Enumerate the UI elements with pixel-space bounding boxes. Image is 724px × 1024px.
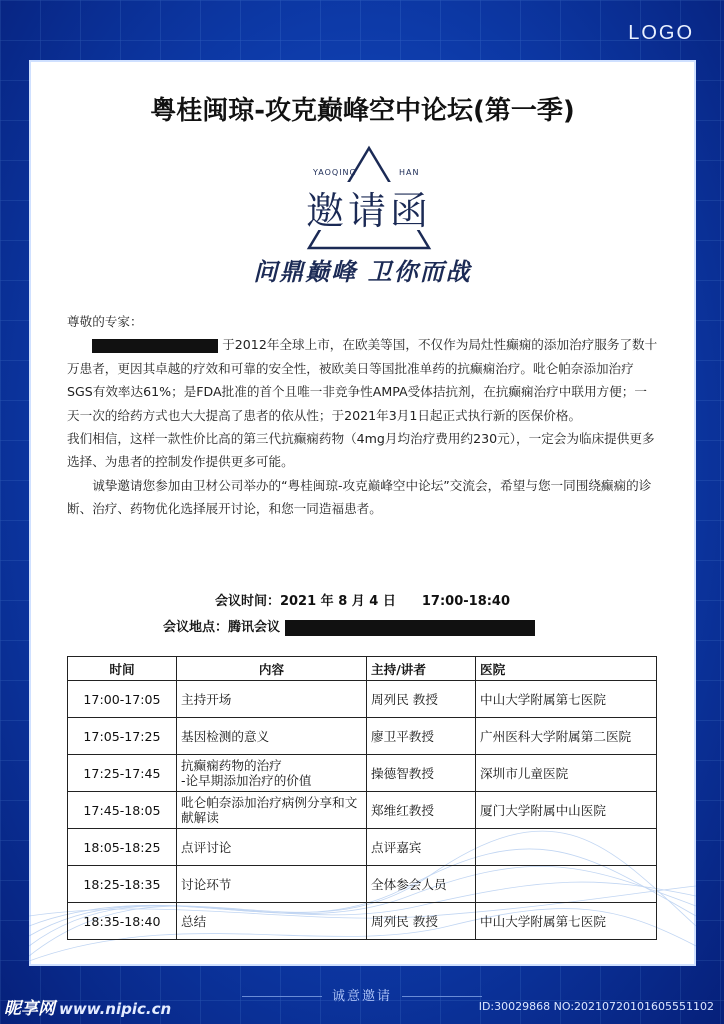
table-row bbox=[68, 792, 657, 829]
meeting-time-value: 2021 年 8 月 4 日 17:00-18:40 bbox=[279, 594, 511, 609]
cell-time: 17:45-18:05 bbox=[68, 792, 177, 829]
letter-paragraph-2: 我们相信，这样一款性价比高的第三代抗癫痫药物（4mg月均治疗费用约230元），一定会为临床提供更多选择、为患者的控制发作提供更多可能。 bbox=[67, 431, 655, 470]
header-hospital: 医院 bbox=[476, 657, 657, 681]
redacted-meeting-id bbox=[285, 620, 535, 636]
table-row bbox=[68, 829, 657, 866]
letter-paragraph-3: 诚挚邀请您参加由卫材公司举办的“粤桂闽琼-攻克巅峰空中论坛”交流会，希望与您一同围绕癫痫的诊断、治疗、药物优化选择展开讨论，和您一同造福患者。 bbox=[67, 477, 652, 517]
meeting-time-label: 会议时间： bbox=[214, 594, 280, 609]
table-row bbox=[68, 755, 657, 792]
cell-hospital: 厦门大学附属中山医院 bbox=[476, 792, 657, 829]
schedule-table bbox=[67, 656, 657, 940]
cell-host: 操德智教授 bbox=[367, 755, 476, 792]
cell-host: 周列民 教授 bbox=[367, 681, 476, 718]
cell-time: 17:25-17:45 bbox=[68, 755, 177, 792]
invitation-card bbox=[29, 60, 696, 966]
meeting-place-value: 腾讯会议 bbox=[228, 620, 281, 635]
watermark bbox=[4, 994, 171, 1019]
cell-time: 18:05-18:25 bbox=[68, 829, 177, 866]
table-row bbox=[68, 903, 657, 940]
cell-hospital: 广州医科大学附属第二医院 bbox=[476, 718, 657, 755]
cell-content: 总结 bbox=[177, 903, 367, 940]
cell-content: 吡仑帕奈添加治疗病例分享和文献解读 bbox=[177, 792, 367, 829]
letter-paragraph-1-text: 于2012年全球上市，在欧美等国，不仅作为局灶性癫痫的添加治疗服务了数十万患者，更因其卓越的疗效和可靠的安全性，被欧美日等国批准单药的抗癫痫治疗。吡仑帕奈添加治疗SGS有效率达61%；是FDA批准的首个且唯一非竞争性AMPA受体拮抗剂，在抗癫痫治疗中联用方便；一天一次的给药方式也大大提高了患者的依从性；于2021年3月1日起正式执行新的医保价格。 bbox=[67, 337, 658, 423]
cell-content: 基因检测的意义 bbox=[177, 718, 367, 755]
slogan: 问鼎巅峰 卫你而战 bbox=[253, 258, 472, 286]
table-row bbox=[68, 866, 657, 903]
table-header-row bbox=[68, 657, 657, 681]
meeting-time bbox=[29, 590, 696, 609]
header-content: 内容 bbox=[177, 657, 367, 681]
watermark-site-name: 昵享网 bbox=[4, 999, 55, 1019]
cell-time: 18:25-18:35 bbox=[68, 866, 177, 903]
cell-hospital bbox=[476, 829, 657, 866]
image-id-text: ID:30029868 NO:20210720101605551102 bbox=[478, 1000, 714, 1013]
emblem-right-text: HAN bbox=[399, 168, 420, 177]
cell-host: 点评嘉宾 bbox=[367, 829, 476, 866]
cell-content: 讨论环节 bbox=[177, 866, 367, 903]
header-host: 主持/讲者 bbox=[367, 657, 476, 681]
sincere-invitation-text: 诚意邀请 bbox=[331, 989, 392, 1004]
cell-time: 17:05-17:25 bbox=[68, 718, 177, 755]
cell-hospital bbox=[476, 866, 657, 903]
logo-text: LOGO bbox=[628, 22, 694, 44]
header-time: 时间 bbox=[68, 657, 177, 681]
cell-hospital: 中山大学附属第七医院 bbox=[476, 681, 657, 718]
table-row bbox=[68, 718, 657, 755]
redacted-product-name bbox=[92, 339, 218, 353]
cell-content: 主持开场 bbox=[177, 681, 367, 718]
meeting-place bbox=[163, 616, 683, 636]
cell-host: 周列民 教授 bbox=[367, 903, 476, 940]
emblem-left-text: YAOQING bbox=[313, 168, 357, 177]
cell-time: 18:35-18:40 bbox=[68, 903, 177, 940]
cell-host: 郑维红教授 bbox=[367, 792, 476, 829]
salutation: 尊敬的专家： bbox=[67, 314, 143, 329]
invitation-emblem bbox=[269, 140, 469, 255]
cell-content: 抗癫痫药物的治疗 -论早期添加治疗的价值 bbox=[177, 755, 367, 792]
cell-content: 点评讨论 bbox=[177, 829, 367, 866]
cell-time: 17:00-17:05 bbox=[68, 681, 177, 718]
page-title: 粤桂闽琼-攻克巅峰空中论坛(第一季) bbox=[150, 96, 575, 126]
meeting-place-label: 会议地点： bbox=[163, 620, 229, 635]
cell-hospital: 深圳市儿童医院 bbox=[476, 755, 657, 792]
cell-host: 廖卫平教授 bbox=[367, 718, 476, 755]
letter-paragraph-1 bbox=[67, 333, 659, 427]
table-row bbox=[68, 681, 657, 718]
watermark-url: www.nipic.cn bbox=[59, 1000, 172, 1018]
cell-hospital: 中山大学附属第七医院 bbox=[476, 903, 657, 940]
cell-host: 全体参会人员 bbox=[367, 866, 476, 903]
letter-body bbox=[67, 310, 659, 521]
emblem-main-text: 邀请函 bbox=[305, 189, 432, 233]
